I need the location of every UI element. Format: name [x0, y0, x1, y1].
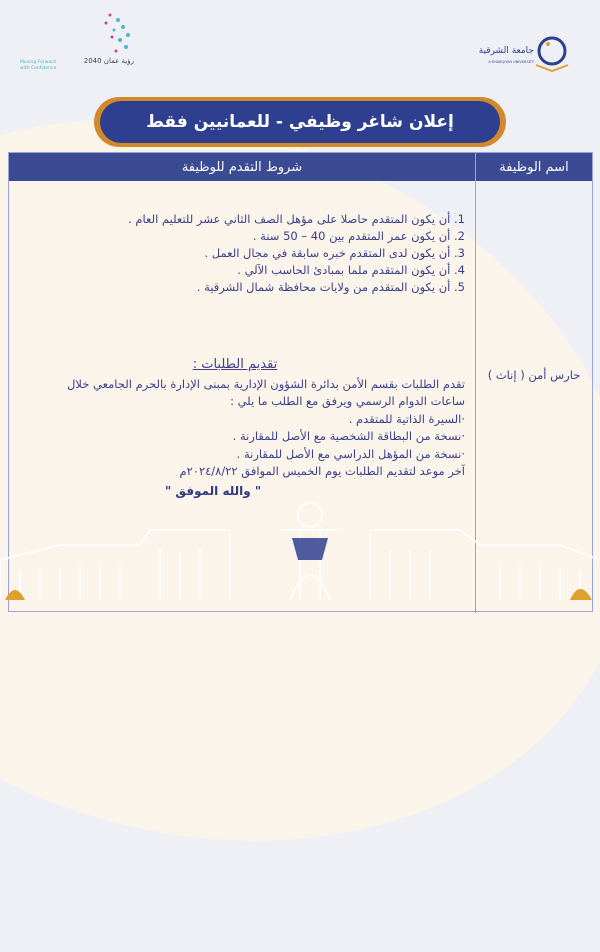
condition-item: 2. أن يكون عمر المتقدم بين 40 – 50 سنة .	[252, 229, 465, 243]
apply-line: تقدم الطلبات بقسم الأمن بدائرة الشؤون الإدارية بمبنى الإدارة بالحرم الجامعي خلال	[67, 376, 465, 391]
job-name-cell: حارس أمن ( إناث )	[487, 367, 581, 382]
apply-line: ·السيرة الذاتية للمتقدم .	[348, 411, 465, 426]
application-section	[5, 356, 465, 481]
closing-text: " والله الموفق "	[165, 484, 262, 498]
sharqiyah-university-logo	[460, 35, 570, 75]
condition-item: 3. أن يكون لدى المتقدم خبره سابقة في مجال العمل .	[204, 246, 465, 260]
apply-line: ·نسخة من المؤهل الدراسي مع الأصل للمقارنة .	[236, 446, 465, 461]
apply-line: ساعات الدوام الرسمي ويرفق مع الطلب ما يلي :	[230, 394, 465, 408]
campus-skyline-illustration	[0, 490, 600, 600]
svg-text:with Confidence: with Confidence	[20, 66, 57, 71]
header-conditions: شروط التقدم للوظيفة	[9, 153, 476, 181]
svg-text:Moving Forward: Moving Forward	[20, 60, 56, 65]
condition-item: 4. أن يكون المتقدم ملما بمبادئ الحاسب الآلي .	[237, 263, 465, 277]
page-title: إعلان شاغر وظيفي - للعمانيين فقط	[100, 101, 500, 143]
svg-text:A'SHARQIYAH UNIVERSITY: A'SHARQIYAH UNIVERSITY	[488, 60, 534, 64]
svg-text:جامعة الشرقية: جامعة الشرقية	[478, 46, 534, 56]
conditions-list	[128, 211, 465, 296]
apply-line: ·نسخة من البطاقة الشخصية مع الأصل للمقارنة .	[232, 429, 465, 443]
application-heading: تقديم الطلبات :	[192, 357, 278, 372]
oman-vision-2040-logo	[18, 5, 148, 75]
table-header	[9, 153, 592, 181]
condition-item: 1. أن يكون المتقدم حاصلا على مؤهل الصف الثاني عشر للتعليم العام .	[128, 212, 465, 226]
deadline-line: آخر موعد لتقديم الطلبات يوم الخميس الموافق ٢٠٢٤/٨/٢٢م	[179, 464, 465, 478]
announcement-title-banner	[94, 97, 506, 147]
svg-text:رؤية عمان 2040: رؤية عمان 2040	[83, 57, 134, 65]
header-job-name: اسم الوظيفة	[499, 159, 569, 175]
condition-item: 5. أن يكون المتقدم من ولايات محافظة شمال الشرقية .	[196, 280, 465, 294]
